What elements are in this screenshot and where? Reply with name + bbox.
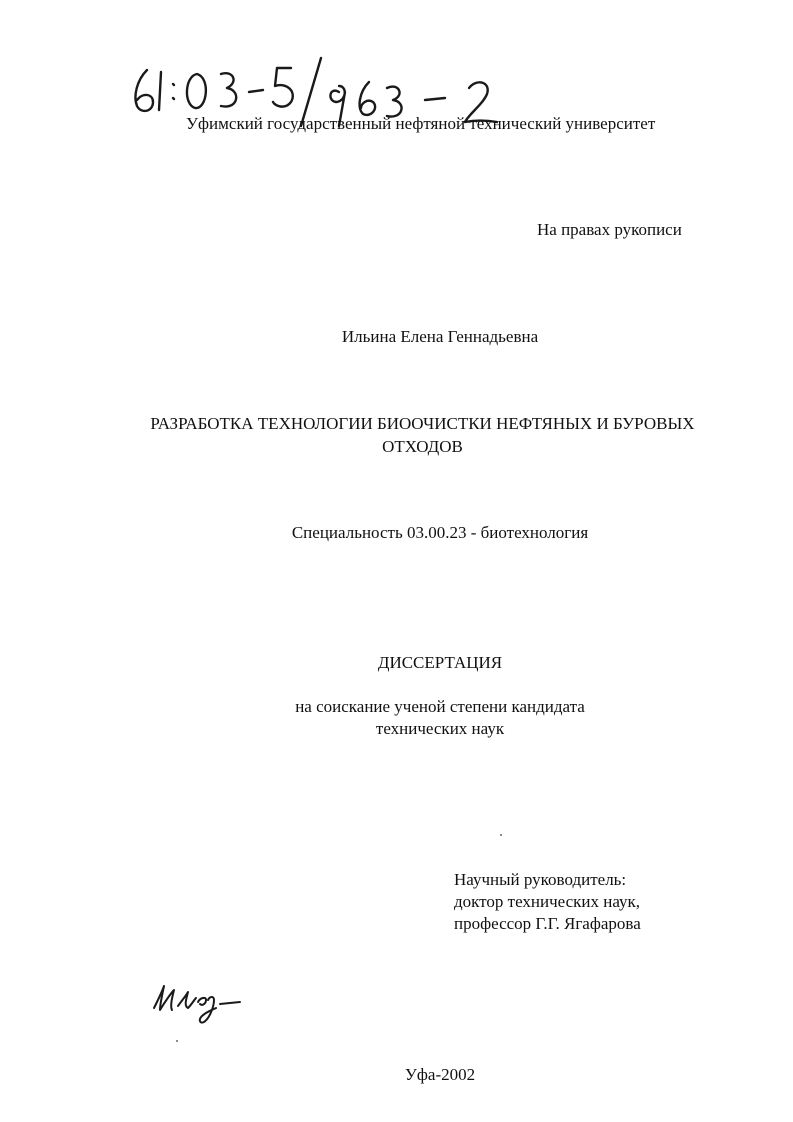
university-name: Уфимский государственный нефтяной технический университет (186, 114, 656, 133)
paper-speck (176, 1040, 178, 1042)
degree-line-1: на соискание ученой степени кандидата (295, 697, 585, 716)
advisor-label: Научный руководитель: (454, 870, 627, 889)
advisor-degree: доктор технических наук, (454, 892, 641, 911)
dissertation-title-line-2: ОТХОДОВ (382, 437, 463, 456)
handwritten-signature (148, 978, 248, 1026)
advisor-name: профессор Г.Г. Ягафарова (454, 914, 641, 933)
author-name: Ильина Елена Геннадьевна (341, 327, 539, 346)
document-type: ДИССЕРТАЦИЯ (377, 653, 503, 672)
degree-line-2: технических наук (375, 719, 505, 738)
manuscript-rights-note: На правах рукописи (537, 220, 682, 239)
city-year: Уфа-2002 (404, 1065, 476, 1084)
paper-speck (500, 834, 502, 836)
specialty: Специальность 03.00.23 - биотехнология (291, 523, 589, 542)
dissertation-title-line-1: РАЗРАБОТКА ТЕХНОЛОГИИ БИООЧИСТКИ НЕФТЯНЫХ И БУРОВЫХ (150, 414, 695, 433)
